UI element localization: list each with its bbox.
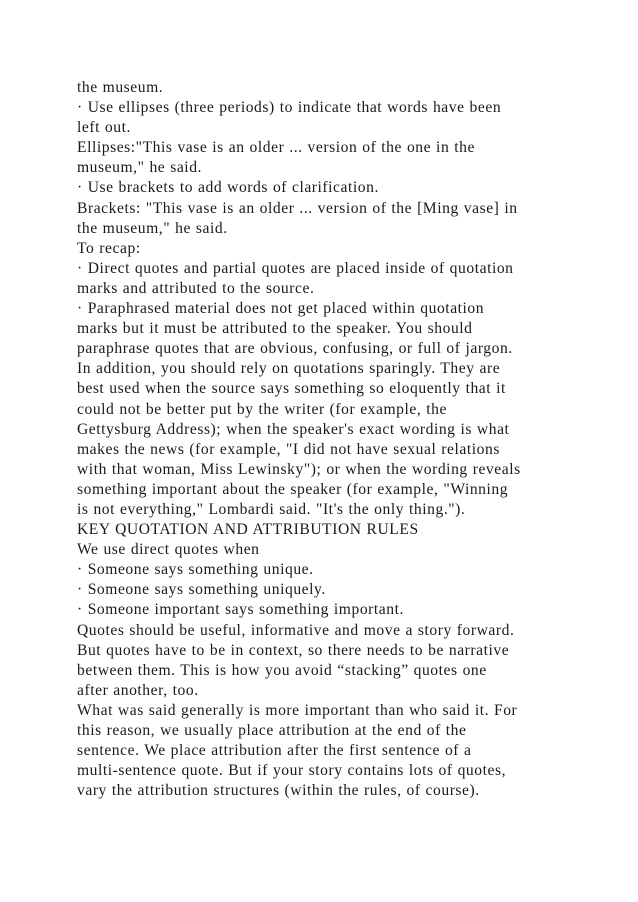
text-line: · Paraphrased material does not get placed within quotation <box>77 300 485 318</box>
text-line: marks but it must be attributed to the speaker. You should <box>77 320 473 338</box>
text-line: But quotes have to be in context, so there needs to be narrative <box>77 641 510 659</box>
text-line: To recap: <box>77 239 141 257</box>
text-line: multi-sentence quote. But if your story contains lots of quotes, <box>77 762 507 780</box>
text-line: vary the attribution structures (within the rules, of course). <box>77 782 480 800</box>
text-line: · Use brackets to add words of clarification. <box>77 179 379 197</box>
text-line: · Someone says something unique. <box>77 561 314 579</box>
text-line: the museum. <box>77 79 164 96</box>
text-line: Ellipses:"This vase is an older ... version of the one in the <box>77 139 475 157</box>
text-line: · Someone important says something important. <box>77 601 404 619</box>
text-line: Gettysburg Address); when the speaker's exact wording is what <box>77 420 510 438</box>
text-line: Brackets: "This vase is an older ... version of the [Ming vase] in <box>77 199 518 217</box>
text-line: could not be better put by the writer (for example, the <box>77 400 447 418</box>
text-line: makes the news (for example, "I did not have sexual relations <box>77 440 500 458</box>
text-line: between them. This is how you avoid “stacking” quotes one <box>77 661 487 679</box>
text-line: something important about the speaker (for example, "Winning <box>77 480 509 498</box>
text-line: We use direct quotes when <box>77 541 260 559</box>
text-line: after another, too. <box>77 681 199 699</box>
text-line: left out. <box>77 119 131 137</box>
text-line: In addition, you should rely on quotations sparingly. They are <box>77 360 501 378</box>
text-line: paraphrase quotes that are obvious, confusing, or full of jargon. <box>77 340 513 358</box>
text-line: marks and attributed to the source. <box>77 279 315 297</box>
text-line: · Direct quotes and partial quotes are placed inside of quotation <box>77 259 514 277</box>
text-line: with that woman, Miss Lewinsky"); or when the wording reveals <box>77 460 521 478</box>
text-line: this reason, we usually place attribution at the end of the <box>77 722 467 739</box>
text-line: is not everything," Lombardi said. "It's the only thing."). <box>77 500 466 518</box>
text-line: best used when the source says something so eloquently that it <box>77 380 506 398</box>
text-line: sentence. We place attribution after the first sentence of a <box>77 742 472 760</box>
text-line: Quotes should be useful, informative and move a story forward. <box>77 621 515 639</box>
text-line: the museum," he said. <box>77 219 228 237</box>
text-line: · Use ellipses (three periods) to indicate that words have been <box>77 99 502 117</box>
text-line: museum," he said. <box>77 159 202 177</box>
text-line: What was said generally is more important than who said it. For <box>77 701 518 719</box>
text-line: KEY QUOTATION AND ATTRIBUTION RULES <box>77 521 419 539</box>
text-line: · Someone says something uniquely. <box>77 581 326 599</box>
document-body-text <box>77 78 577 801</box>
